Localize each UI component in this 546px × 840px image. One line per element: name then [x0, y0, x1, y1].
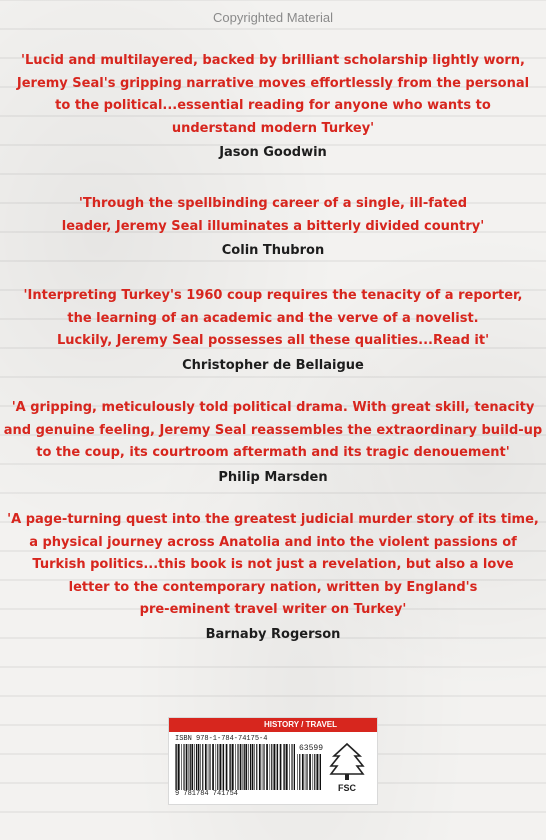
- quote-line: pre-eminent travel writer on Turkey': [139, 602, 407, 617]
- barcode-panel: [168, 717, 378, 805]
- quote-colin-thubron: [0, 193, 546, 262]
- quote-line: 'Through the spellbinding career of a single, ill-fated: [78, 196, 468, 211]
- quote-christopher-de-bellaigue: [0, 285, 546, 377]
- quote-attribution: Barnaby Rogerson: [205, 626, 341, 642]
- price-barcode: [297, 754, 321, 790]
- quote-philip-marsden: [0, 397, 546, 489]
- quote-attribution: Philip Marsden: [218, 469, 328, 485]
- category-label: HISTORY / TRAVEL: [169, 718, 377, 732]
- quote-line: leader, Jeremy Seal illuminates a bitterly divided country': [61, 218, 485, 234]
- copyright-watermark: Copyrighted Material: [213, 10, 333, 25]
- fsc-logo: [327, 740, 367, 794]
- quote-line: 'Lucid and multilayered, backed by brilliant scholarship lightly worn,: [21, 53, 525, 68]
- quote-line: Jeremy Seal's gripping narrative moves effortlessly from the personal: [16, 75, 530, 91]
- quote-line: 'A page-turning quest into the greatest judicial murder story of its time,: [7, 512, 539, 527]
- quote-barnaby-rogerson: [0, 509, 546, 646]
- price-code: 63599: [299, 744, 324, 753]
- quote-line: 'A gripping, meticulously told political drama. With great skill, tenacity: [11, 400, 535, 415]
- ean-digits: 9 781784 741754: [175, 790, 239, 798]
- quote-line: to the coup, its courtroom aftermath and its tragic denouement': [36, 445, 510, 460]
- quote-jason-goodwin: [0, 50, 546, 164]
- quote-line: letter to the contemporary nation, written by England's: [68, 579, 478, 595]
- isbn-text: ISBN 978-1-784-74175-4: [175, 735, 268, 743]
- quote-attribution: Christopher de Bellaigue: [182, 357, 364, 373]
- quote-line: Turkish politics...this book is not just a revelation, but also a love: [32, 557, 514, 572]
- quote-line: understand modern Turkey': [171, 120, 375, 136]
- quote-line: a physical journey across Anatolia and into the violent passions of: [29, 534, 517, 550]
- quote-attribution: Colin Thubron: [221, 243, 325, 258]
- quote-line: and genuine feeling, Jeremy Seal reassembles the extraordinary build-up: [3, 422, 543, 438]
- quote-line: the learning of an academic and the verve of a novelist.: [67, 310, 479, 326]
- quote-line: 'Interpreting Turkey's 1960 coup requires the tenacity of a reporter,: [23, 288, 523, 303]
- quote-attribution: Jason Goodwin: [219, 145, 327, 160]
- quote-line: to the political...essential reading for anyone who wants to: [55, 98, 491, 113]
- isbn-barcode: [175, 744, 295, 790]
- svg-text:FSC: FSC: [338, 783, 356, 793]
- quote-line: Luckily, Jeremy Seal possesses all these qualities...Read it': [56, 333, 490, 348]
